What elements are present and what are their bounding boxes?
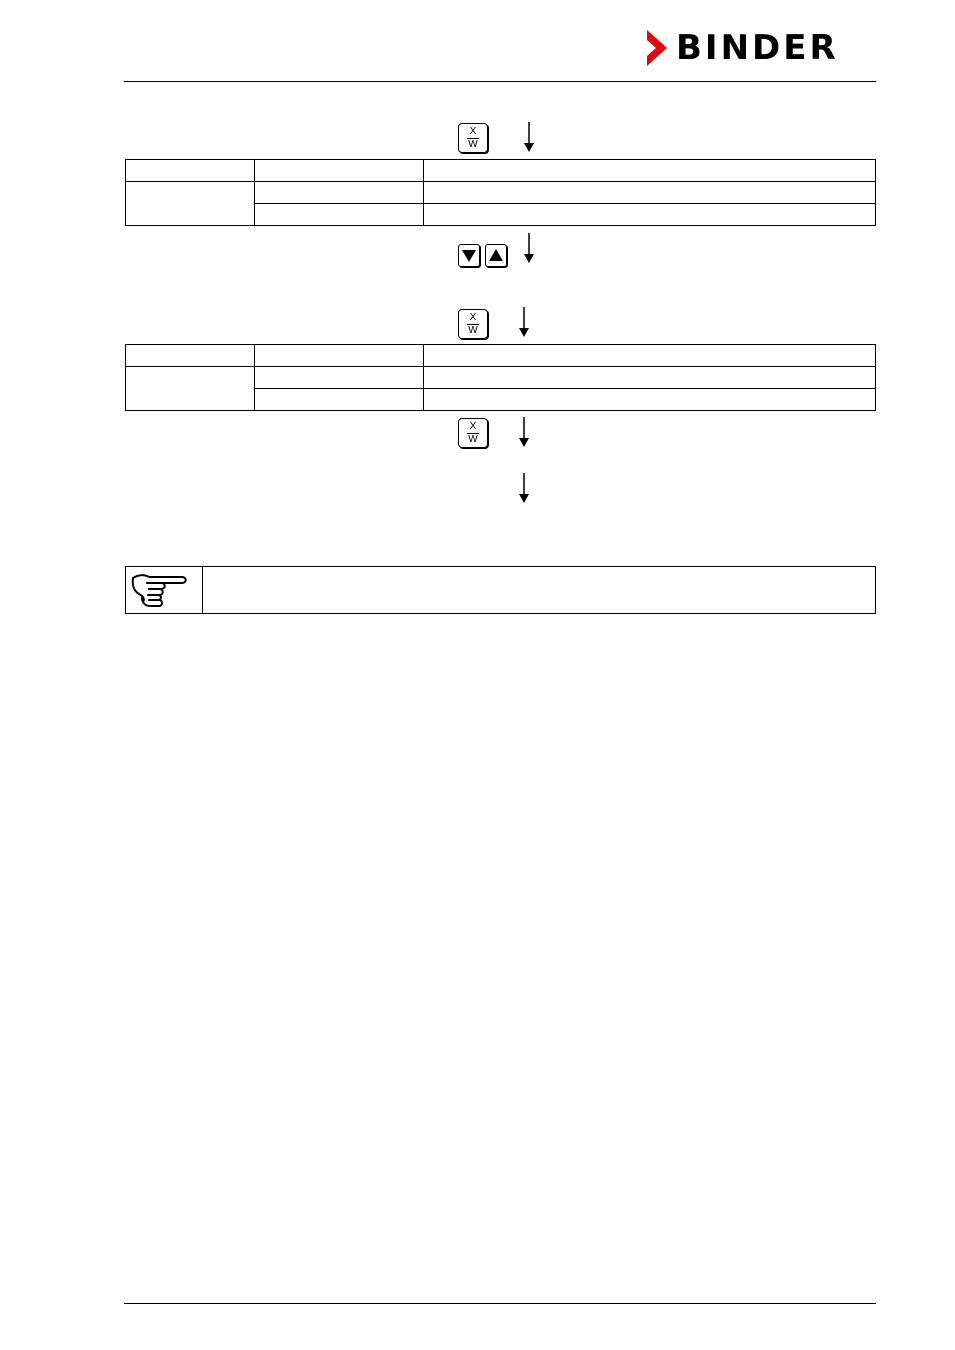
binder-logo [645,30,877,66]
table-cell [126,367,255,411]
up-triangle-icon [486,245,506,266]
key-label-x: X [469,126,477,137]
table-cell [424,160,876,182]
key-label-x: X [469,421,477,432]
table-row [126,182,876,204]
setpoint-key-1[interactable] [458,123,488,153]
table-cell [126,345,255,367]
flow-arrow-down-icon [523,233,535,263]
flow-arrow-down-icon [518,473,530,503]
flow-arrow-down-icon [518,417,530,447]
table-cell [424,389,876,411]
key-label-w: W [468,325,478,336]
flow-arrow-down-icon [523,122,535,152]
table-cell [255,367,424,389]
table-cell [424,204,876,226]
note-box [125,566,876,614]
brand-name: BINDER [676,28,839,68]
arrow-up-key[interactable] [485,244,507,267]
parameter-table-2 [125,344,876,411]
table-cell [255,182,424,204]
table-row [126,345,876,367]
table-cell [255,389,424,411]
logo-mark-icon [645,30,669,66]
pointing-hand-icon [130,569,190,613]
down-triangle-icon [459,245,479,266]
note-icon-cell [126,567,203,613]
table-cell [424,345,876,367]
table-row [126,367,876,389]
setpoint-key-3[interactable] [458,418,488,448]
footer-divider [124,1303,876,1304]
header-divider [124,81,876,82]
key-label-x: X [469,312,477,323]
table-cell [126,160,255,182]
table-cell [255,345,424,367]
table-cell [424,367,876,389]
table-row [126,160,876,182]
flow-arrow-down-icon [518,307,530,337]
table-cell [424,182,876,204]
key-label-w: W [468,139,478,150]
arrow-down-key[interactable] [458,244,480,267]
parameter-table-1 [125,159,876,226]
key-label-w: W [468,434,478,445]
table-cell [126,182,255,226]
setpoint-key-2[interactable] [458,309,488,339]
table-cell [255,160,424,182]
table-cell [255,204,424,226]
